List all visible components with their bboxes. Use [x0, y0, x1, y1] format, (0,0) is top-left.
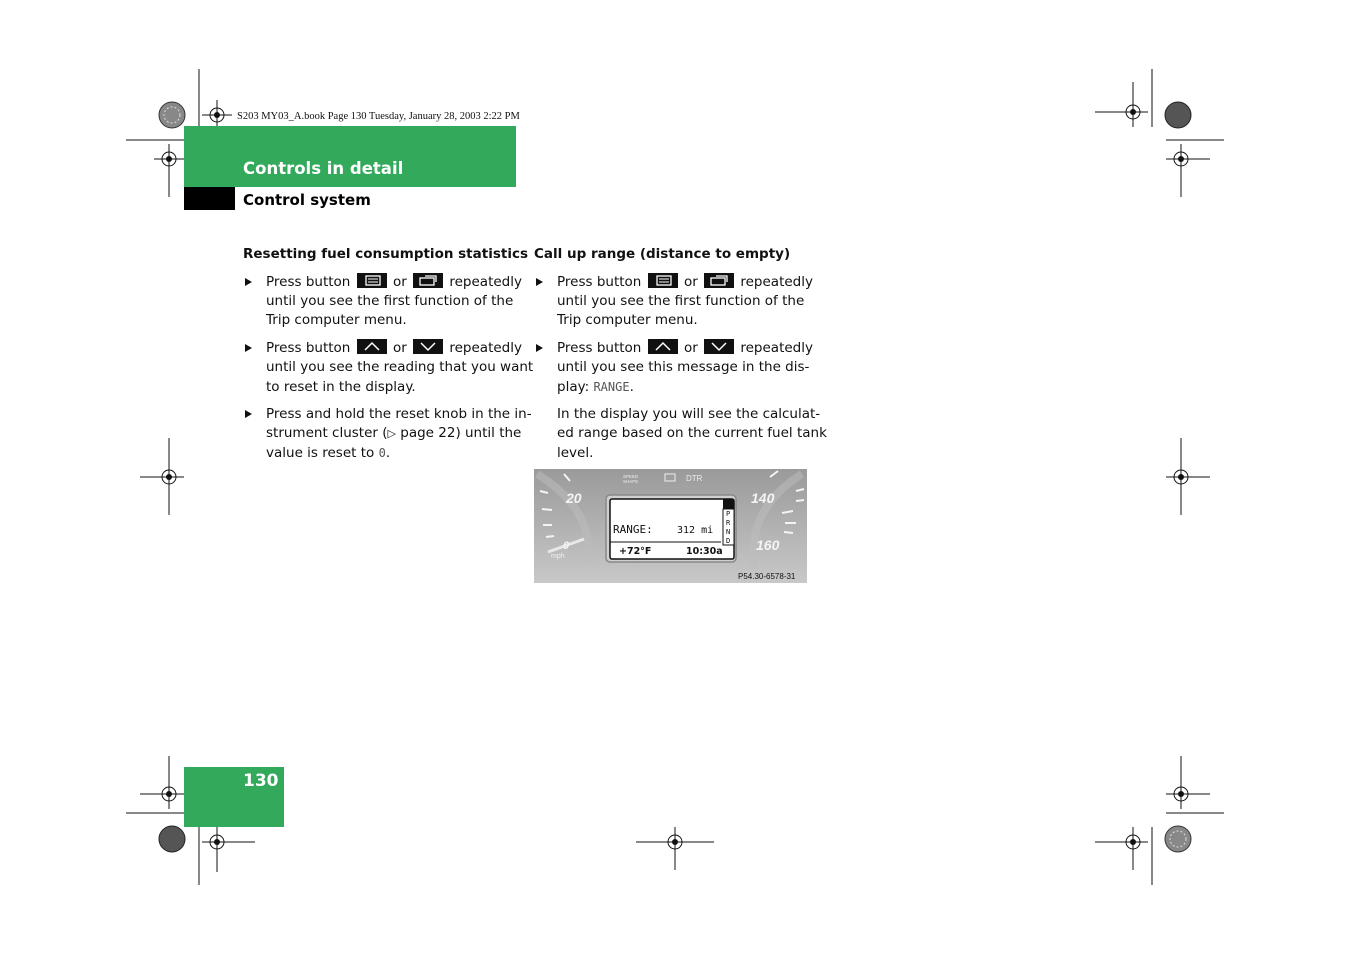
step-text: Press button	[557, 340, 642, 357]
gear-p: P	[726, 510, 731, 518]
step-text: repeatedly	[449, 340, 522, 357]
gear-n: N	[726, 528, 731, 536]
page-number: 130	[243, 771, 279, 791]
menu-prev-button-icon	[648, 273, 678, 288]
speed-label-160: 160	[756, 537, 780, 553]
indicator-label: SHAPE	[623, 479, 639, 484]
arrow-up-button-icon	[357, 339, 387, 354]
display-value: RANGE	[593, 379, 630, 394]
step-text: Press button	[266, 274, 351, 290]
right-step-1	[534, 273, 814, 331]
bullet-arrow-icon	[536, 344, 543, 352]
left-heading: Resetting fuel consumption statistics	[243, 246, 528, 262]
speed-label-0: 0	[563, 540, 570, 552]
gear-r: R	[726, 519, 731, 527]
bullet-arrow-icon	[245, 278, 252, 286]
page-reference-icon: ▷	[387, 427, 396, 441]
step-text: until you see the reading that you want	[266, 359, 534, 376]
note-text: ed range based on the current fuel tank	[557, 425, 827, 442]
right-heading: Call up range (distance to empty)	[534, 246, 791, 262]
step-text: value is reset to	[266, 444, 379, 461]
note-text: level.	[557, 444, 594, 461]
step-text: .	[629, 378, 634, 395]
left-column	[243, 246, 534, 471]
display-value: 0	[378, 445, 386, 460]
file-info: S203 MY03_A.book Page 130 Tuesday, January 28, 2003 2:22 PM	[237, 111, 520, 122]
right-note	[534, 405, 827, 463]
step-text: to reset in the display.	[266, 378, 416, 395]
step-text: or	[683, 274, 698, 290]
step-text: until you see this message in the dis-	[557, 359, 810, 376]
display-range-value: 312 mi	[677, 525, 714, 536]
subsection-marker	[184, 187, 235, 210]
subsection-title: Control system	[243, 191, 371, 209]
menu-prev-button-icon	[357, 273, 387, 288]
display-range-label: RANGE:	[613, 523, 653, 536]
step-text: or	[683, 340, 698, 357]
gear-indicator-block	[723, 499, 734, 509]
step-text: repeatedly	[740, 340, 813, 357]
indicator-label: DTR	[686, 474, 703, 483]
step-text: page 22) until the	[395, 425, 522, 442]
step-text: until you see the first function of the	[266, 293, 514, 310]
speed-label-20: 20	[566, 490, 582, 506]
right-column	[534, 246, 827, 471]
unit-label: mph	[551, 553, 565, 560]
step-text: Press button	[557, 274, 642, 290]
left-step-1	[243, 273, 523, 331]
step-text: Trip computer menu.	[557, 312, 698, 329]
step-text: or	[392, 274, 407, 290]
step-text: or	[392, 340, 407, 357]
step-text: .	[385, 444, 391, 461]
step-text: Press button	[266, 340, 351, 357]
step-text: repeatedly	[449, 274, 522, 290]
bullet-arrow-icon	[245, 344, 252, 352]
step-text: repeatedly	[740, 274, 813, 290]
indicator-label: SPEED	[623, 474, 639, 479]
arrow-up-button-icon	[648, 339, 678, 354]
section-title: Controls in detail	[243, 159, 404, 178]
bullet-arrow-icon	[245, 410, 252, 418]
menu-next-button-icon	[413, 273, 443, 288]
step-text: strument cluster (	[266, 425, 388, 442]
arrow-down-button-icon	[704, 339, 734, 354]
menu-next-button-icon	[704, 273, 734, 288]
note-text: In the display you will see the calculat-	[557, 406, 821, 423]
left-step-2	[243, 339, 534, 397]
arrow-down-button-icon	[413, 339, 443, 354]
gear-d: D	[726, 537, 731, 545]
speed-label-140: 140	[751, 490, 775, 506]
step-text: Press and hold the reset knob in the in-	[266, 406, 532, 423]
left-step-3	[243, 405, 532, 463]
bullet-arrow-icon	[536, 278, 543, 286]
step-text: Trip computer menu.	[266, 312, 407, 329]
display-temperature: +72°F	[619, 546, 652, 557]
step-text: play:	[557, 378, 594, 395]
instrument-cluster-figure	[534, 469, 807, 583]
step-text: until you see the first function of the	[557, 293, 805, 310]
right-step-2	[534, 339, 814, 397]
figure-code: P54.30-6578-31	[738, 572, 796, 581]
display-clock: 10:30a	[686, 546, 723, 557]
